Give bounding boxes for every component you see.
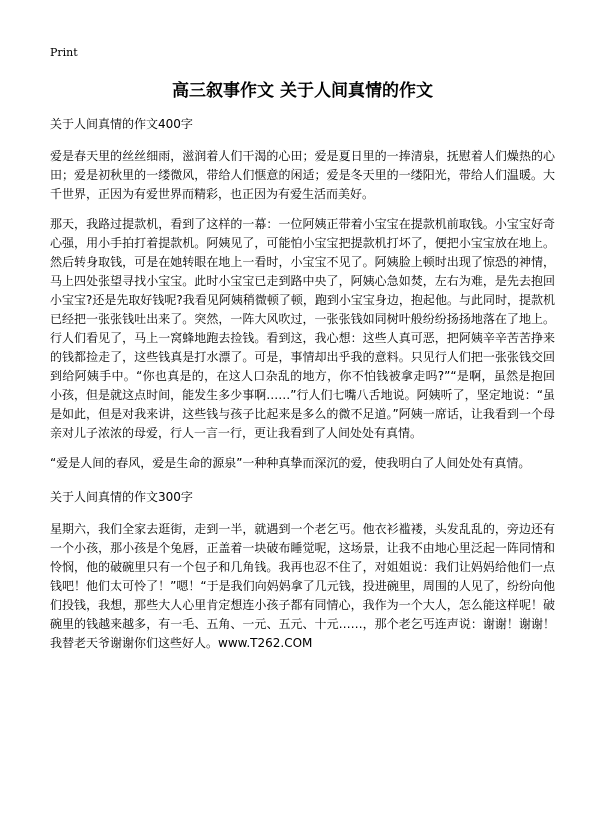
- print-link[interactable]: Print: [50, 46, 78, 59]
- paragraph: “爱是人间的春风，爱是生命的源泉”一种种真挚而深沉的爱，使我明白了人间处处有真情。: [50, 456, 531, 470]
- essay-section-300: [50, 489, 555, 653]
- section-heading: 关于人间真情的作文300字: [50, 490, 193, 504]
- document-page: [50, 46, 555, 664]
- paragraph: 星期六，我们全家去逛街，走到一半，就遇到一个老乞丐。他衣衫褴褛，头发乱乱的，旁边还有一个小孩，那小孩是个兔唇，正盖着一块破布睡觉呢，这场景，让我不由地心里泛起一阵同情和怜悯，他的破碗里只有一个包子和几角钱。我再也忍不住了，对姐姐说：我们让妈妈给他们一点钱吧！他们太可怜了！”嗯！“于是我们向妈妈拿了几元钱，投进碗里，周围的人见了，纷纷向他们投钱，我想，那些大人心里肯定想连小孩子都有同情心，我作为一个大人，怎么能这样呢！破碗里的钱越来越多，有一毛、五角、一元、五元、十元……，那个老乞丐连声说：谢谢！谢谢！我替老天爷谢谢你们这些好人。www.T262.COM: [50, 522, 555, 650]
- page-title: 高三叙事作文 关于人间真情的作文: [172, 81, 433, 101]
- section-heading: 关于人间真情的作文400字: [50, 117, 193, 131]
- paragraph: 爱是春天里的丝丝细雨，滋润着人们干渴的心田；爱是夏日里的一捧清泉，抚慰着人们燥热的心田；爱是初秋里的一缕微风，带给人们惬意的闲适；爱是冬天里的一缕阳光，带给人们温暖。大千世界，正因为有爱世界而精彩，也正因为有爱生活而美好。: [50, 149, 555, 201]
- paragraph: 那天，我路过提款机，看到了这样的一幕：一位阿姨正带着小宝宝在提款机前取钱。小宝宝好奇心强，用小手拍打着提款机。阿姨见了，可能怕小宝宝把提款机打坏了，便把小宝宝放在地上。然后转身取钱，可是在她转眼在地上一看时，小宝宝不见了。阿姨脸上顿时出现了惊恐的神情，马上四处张望寻找小宝宝。此时小宝宝已走到路中央了，阿姨心急如焚，左右为难，是先去抱回小宝宝?还是先取好钱呢?我看见阿姨稍微顿了顿，跑到小宝宝身边，抱起他。与此同时，提款机已经把一张张钱吐出来了。突然，一阵大风吹过，一张张钱如同树叶般纷纷扬扬地落在了地上。行人们看见了，马上一窝蜂地跑去捡钱。看到这，我心想：这些人真可恶，把阿姨辛辛苦苦挣来的钱都捡走了，这些钱真是打水漂了。可是，事情却出乎我的意料。只见行人们把一张张钱交回到给阿姨手中。“你也真是的，在这人口杂乱的地方，你不怕钱被拿走吗?”“是啊，虽然是抱回小孩，但是就这点时间，能发生多少事啊……”行人们七嘴八舌地说。阿姨听了，坚定地说：“虽是如此，但是对我来讲，这些钱与孩子比起来是多么的微不足道。”阿姨一席话，让我看到一个母亲对儿子浓浓的母爱，行人一言一行，更让我看到了人间处处有真情。: [50, 217, 555, 440]
- essay-section-400: [50, 116, 555, 473]
